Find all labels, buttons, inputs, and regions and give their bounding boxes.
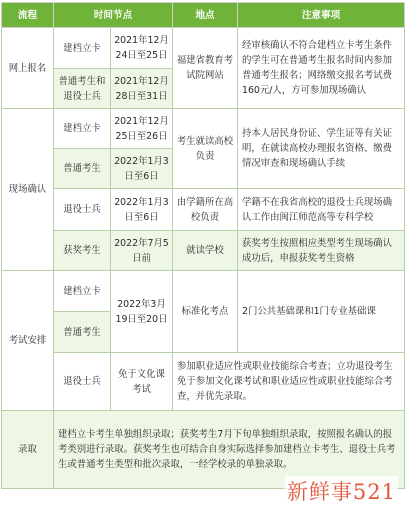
candidate-type-cell: 普通考生和退役士兵 xyxy=(54,69,111,109)
place-cell: 就读学校 xyxy=(173,231,238,271)
note-cell: 2门公共基础课和1门专业基础课 xyxy=(238,271,405,353)
note-cell: 参加职业适应性或职业技能综合考查；立功退役考生免于参加文化课考试和职业适应性或职业技能综合考查，并优先录取。 xyxy=(173,353,405,411)
stage-cell: 考试安排 xyxy=(2,271,54,411)
note-cell: 建档立卡考生单独组织录取；获奖考生7月下旬单独组织录取，按照报名确认的报考类别进行录取。获奖考生也可结合自身实际选择参加建档立卡考生、退役士兵考生或普通考生类型和批次录取，一经学校录的单独录取。 xyxy=(54,411,405,489)
candidate-type-cell: 建档立卡 xyxy=(54,109,111,149)
candidate-type-cell: 普通考生 xyxy=(54,149,111,189)
header-place: 地点 xyxy=(173,3,238,28)
table-row xyxy=(2,109,405,149)
header-time-node: 时间节点 xyxy=(54,3,173,28)
place-cell: 考生就读高校负责 xyxy=(173,109,238,189)
time-cell: 2022年1月3日至6日 xyxy=(111,189,173,231)
stage-cell: 现场确认 xyxy=(2,109,54,271)
candidate-type-cell: 获奖考生 xyxy=(54,231,111,271)
table-row xyxy=(2,231,405,271)
place-cell: 福建省教育考试院网站 xyxy=(173,28,238,109)
header-row xyxy=(2,3,405,28)
time-cell: 2022年1月3日至6日 xyxy=(111,149,173,189)
candidate-type-cell: 退役士兵 xyxy=(54,353,111,411)
table-row xyxy=(2,189,405,231)
time-cell: 2021年12月28日至31日 xyxy=(111,69,173,109)
time-cell: 2022年3月19日至20日 xyxy=(111,271,173,353)
candidate-type-cell: 建档立卡 xyxy=(54,271,111,312)
candidate-type-cell: 建档立卡 xyxy=(54,28,111,69)
table-row xyxy=(2,271,405,312)
time-cell: 2021年12月25日至26日 xyxy=(111,109,173,149)
stage-cell: 录取 xyxy=(2,411,54,489)
candidate-type-cell: 普通考生 xyxy=(54,312,111,353)
header-process: 流程 xyxy=(2,3,54,28)
note-cell: 获奖考生按照相应类型考生现场确认成功后，申报获奖考生资格 xyxy=(238,231,405,271)
note-cell: 学籍不在我省高校的退役士兵现场确认工作由闽江师范高等专科学校 xyxy=(238,189,405,231)
time-cell: 2021年12月24日至25日 xyxy=(111,28,173,69)
note-cell: 经审核确认不符合建档立卡考生条件的学生可在普通考生报名时间内参加普通考生报名；网络缴交报名考试费160元/人，方可参加现场确认 xyxy=(238,28,405,109)
place-cell: 标准化考点 xyxy=(173,271,238,353)
note-cell: 持本人居民身份证、学生证等有关证明，在就读高校办理报名资格、缴费情况审查和现场确认手续 xyxy=(238,109,405,189)
stage-cell: 网上报名 xyxy=(2,28,54,109)
exam-schedule-table xyxy=(1,2,405,489)
table-row xyxy=(2,353,405,411)
place-cell: 由学籍所在高校负责 xyxy=(173,189,238,231)
time-cell: 2022年7月5日前 xyxy=(111,231,173,271)
watermark-logo: 新鲜事521 xyxy=(285,476,398,506)
candidate-type-cell: 退役士兵 xyxy=(54,189,111,231)
table-row xyxy=(2,28,405,69)
header-notes: 注意事项 xyxy=(238,3,405,28)
time-cell: 免于文化课考试 xyxy=(111,353,173,411)
